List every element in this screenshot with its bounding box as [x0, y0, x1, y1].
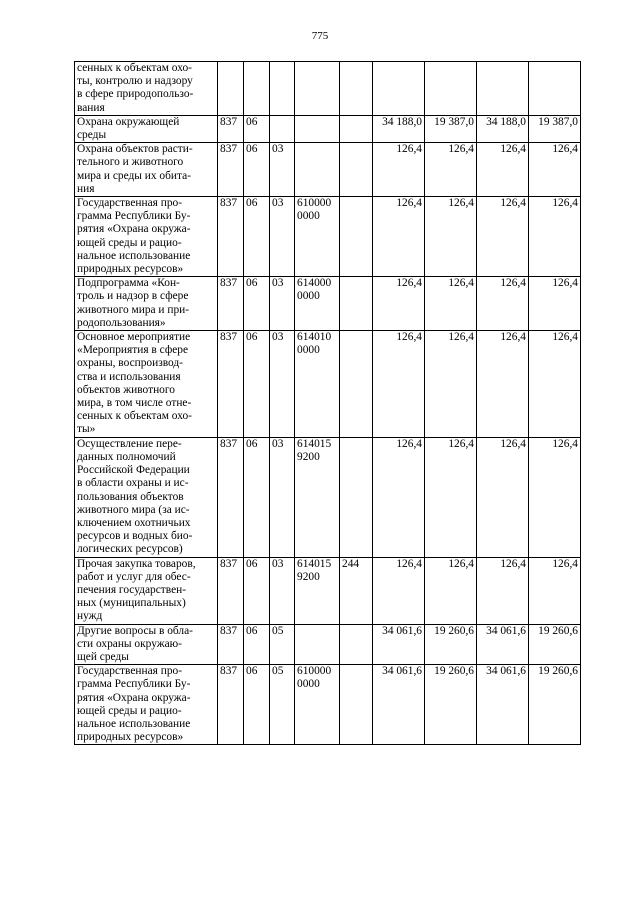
- table-row: [75, 62, 581, 116]
- target-article-code-cell: [295, 437, 340, 557]
- target-article-code-cell: [295, 665, 340, 745]
- expense-type-code-cell: [340, 331, 373, 438]
- amount-cell-2: 126,4: [425, 331, 477, 438]
- expense-type-code-cell: [340, 624, 373, 665]
- expense-type-code-cell: [340, 62, 373, 116]
- item-name-line: ресурсов и водных био-: [77, 530, 193, 543]
- amount-cell-3: 126,4: [477, 197, 529, 277]
- item-name-line: печения государствен-: [77, 583, 187, 596]
- amount-cell-4: [529, 62, 581, 116]
- amount-cell-1: 126,4: [373, 331, 425, 438]
- target-article-code-line: 614015: [297, 437, 332, 450]
- amount-cell-2: 19 387,0: [425, 115, 477, 142]
- expense-type-code-cell: [340, 197, 373, 277]
- item-name-cell: [75, 277, 218, 331]
- item-name-line: в области охраны и ис-: [77, 477, 189, 490]
- target-article-code-line: 614010: [297, 331, 332, 344]
- item-name-line: ты»: [77, 423, 96, 436]
- item-name-line: сти охраны окружаю-: [77, 637, 182, 650]
- item-name-line: грамма Республики Бу-: [77, 678, 191, 691]
- item-name-line: Другие вопросы в обла-: [77, 624, 193, 637]
- item-name-line: объектов животного: [77, 383, 175, 396]
- amount-cell-4: 19 260,6: [529, 665, 581, 745]
- grbs-code-cell: 837: [218, 331, 244, 438]
- item-name-line: родопользования»: [77, 316, 166, 329]
- amount-cell-1: 34 188,0: [373, 115, 425, 142]
- target-article-code-line: 610000: [297, 665, 332, 678]
- subsection-code-cell: 05: [270, 665, 295, 745]
- item-name-cell: [75, 624, 218, 665]
- item-name-line: рятия «Охрана окружа-: [77, 223, 191, 236]
- item-name-line: логических ресурсов): [77, 543, 183, 556]
- item-name-line: тельного и животного: [77, 156, 184, 169]
- section-code-cell: 06: [244, 665, 270, 745]
- item-name-line: щей среды: [77, 650, 129, 663]
- amount-cell-1: [373, 62, 425, 116]
- budget-table: [74, 61, 581, 745]
- amount-cell-4: 19 260,6: [529, 624, 581, 665]
- section-code-cell: 06: [244, 437, 270, 557]
- item-name-line: сенных к объектам охо-: [77, 62, 192, 74]
- amount-cell-3: 126,4: [477, 557, 529, 624]
- amount-cell-4: 126,4: [529, 277, 581, 331]
- amount-cell-2: 126,4: [425, 143, 477, 197]
- budget-table-body: [75, 62, 581, 745]
- section-code-cell: 06: [244, 331, 270, 438]
- item-name-line: в сфере природопользо-: [77, 88, 194, 101]
- item-name-line: природных ресурсов»: [77, 263, 184, 276]
- amount-cell-2: 126,4: [425, 437, 477, 557]
- expense-type-code-cell: [340, 115, 373, 142]
- amount-cell-3: 34 188,0: [477, 115, 529, 142]
- item-name-line: ства и использования: [77, 370, 181, 383]
- amount-cell-2: 19 260,6: [425, 624, 477, 665]
- amount-cell-4: 126,4: [529, 331, 581, 438]
- target-article-code-line: 0000: [297, 678, 320, 691]
- target-article-code-cell: [295, 62, 340, 116]
- subsection-code-cell: [270, 115, 295, 142]
- grbs-code-cell: 837: [218, 143, 244, 197]
- target-article-code-line: 610000: [297, 197, 332, 210]
- target-article-code-cell: [295, 624, 340, 665]
- item-name-line: ния: [77, 182, 95, 195]
- amount-cell-1: 126,4: [373, 437, 425, 557]
- item-name-line: вания: [77, 101, 105, 114]
- grbs-code-cell: 837: [218, 557, 244, 624]
- amount-cell-2: 126,4: [425, 557, 477, 624]
- target-article-code-cell: [295, 557, 340, 624]
- item-name-line: ты, контролю и надзору: [77, 75, 193, 88]
- section-code-cell: [244, 62, 270, 116]
- subsection-code-cell: 03: [270, 197, 295, 277]
- amount-cell-3: 126,4: [477, 143, 529, 197]
- table-row: [75, 197, 581, 277]
- item-name-line: Прочая закупка товаров,: [77, 557, 196, 570]
- amount-cell-1: 126,4: [373, 557, 425, 624]
- target-article-code-cell: [295, 277, 340, 331]
- table-row: [75, 437, 581, 557]
- target-article-code-line: 9200: [297, 570, 320, 583]
- item-name-line: животного мира (за ис-: [77, 503, 190, 516]
- amount-cell-2: 126,4: [425, 197, 477, 277]
- grbs-code-cell: 837: [218, 624, 244, 665]
- grbs-code-cell: 837: [218, 115, 244, 142]
- amount-cell-4: 126,4: [529, 197, 581, 277]
- amount-cell-1: 34 061,6: [373, 624, 425, 665]
- item-name-line: природных ресурсов»: [77, 731, 184, 744]
- item-name-line: охраны, воспроизвод-: [77, 357, 183, 370]
- expense-type-code-cell: 244: [340, 557, 373, 624]
- grbs-code-cell: 837: [218, 437, 244, 557]
- item-name-line: троль и надзор в сфере: [77, 290, 189, 303]
- item-name-line: ющей среды и рацио-: [77, 704, 182, 717]
- item-name-line: животного мира и при-: [77, 303, 190, 316]
- section-code-cell: 06: [244, 197, 270, 277]
- item-name-line: Основное мероприятие: [77, 331, 191, 344]
- item-name-cell: [75, 143, 218, 197]
- item-name-cell: [75, 665, 218, 745]
- item-name-line: ключением охотничьих: [77, 516, 191, 529]
- amount-cell-1: 126,4: [373, 143, 425, 197]
- amount-cell-3: [477, 62, 529, 116]
- subsection-code-cell: 03: [270, 437, 295, 557]
- expense-type-code-cell: [340, 665, 373, 745]
- amount-cell-1: 126,4: [373, 277, 425, 331]
- item-name-cell: [75, 197, 218, 277]
- item-name-cell: [75, 115, 218, 142]
- table-row: [75, 557, 581, 624]
- item-name-line: ных (муниципальных): [77, 597, 186, 610]
- section-code-cell: 06: [244, 624, 270, 665]
- item-name-line: данных полномочий: [77, 450, 176, 463]
- grbs-code-cell: 837: [218, 197, 244, 277]
- amount-cell-2: 19 260,6: [425, 665, 477, 745]
- grbs-code-cell: [218, 62, 244, 116]
- table-row: [75, 277, 581, 331]
- section-code-cell: 06: [244, 115, 270, 142]
- section-code-cell: 06: [244, 277, 270, 331]
- item-name-line: мира и среды их обита-: [77, 169, 191, 182]
- amount-cell-2: 126,4: [425, 277, 477, 331]
- item-name-line: Государственная про-: [77, 197, 183, 210]
- subsection-code-cell: 05: [270, 624, 295, 665]
- section-code-cell: 06: [244, 557, 270, 624]
- item-name-line: Осуществление пере-: [77, 437, 182, 450]
- amount-cell-3: 126,4: [477, 277, 529, 331]
- item-name-line: Российской Федерации: [77, 464, 190, 477]
- item-name-line: нальное использование: [77, 717, 191, 730]
- item-name-line: среды: [77, 129, 107, 142]
- amount-cell-2: [425, 62, 477, 116]
- target-article-code-line: 0000: [297, 210, 320, 223]
- table-row: [75, 143, 581, 197]
- table-row: [75, 331, 581, 438]
- item-name-line: «Мероприятия в сфере: [77, 344, 189, 357]
- item-name-line: нальное использование: [77, 249, 191, 262]
- subsection-code-cell: 03: [270, 277, 295, 331]
- amount-cell-3: 126,4: [477, 331, 529, 438]
- expense-type-code-cell: [340, 437, 373, 557]
- target-article-code-line: 9200: [297, 450, 320, 463]
- expense-type-code-cell: [340, 277, 373, 331]
- target-article-code-line: 0000: [297, 344, 320, 357]
- item-name-line: пользования объектов: [77, 490, 184, 503]
- amount-cell-1: 34 061,6: [373, 665, 425, 745]
- target-article-code-cell: [295, 115, 340, 142]
- item-name-line: сенных к объектам охо-: [77, 410, 192, 423]
- target-article-code-cell: [295, 143, 340, 197]
- subsection-code-cell: 03: [270, 331, 295, 438]
- grbs-code-cell: 837: [218, 277, 244, 331]
- expense-type-code-cell: [340, 143, 373, 197]
- item-name-line: Подпрограмма «Кон-: [77, 277, 180, 290]
- item-name-line: ющей среды и рацио-: [77, 236, 182, 249]
- table-row: [75, 624, 581, 665]
- item-name-line: Охрана окружающей: [77, 115, 180, 128]
- item-name-line: мира, в том числе отне-: [77, 397, 192, 410]
- target-article-code-line: 0000: [297, 290, 320, 303]
- amount-cell-4: 126,4: [529, 437, 581, 557]
- item-name-line: нужд: [77, 610, 103, 623]
- amount-cell-4: 126,4: [529, 557, 581, 624]
- grbs-code-cell: 837: [218, 665, 244, 745]
- item-name-line: рятия «Охрана окружа-: [77, 691, 191, 704]
- item-name-line: работ и услуг для обес-: [77, 570, 191, 583]
- amount-cell-3: 126,4: [477, 437, 529, 557]
- target-article-code-cell: [295, 331, 340, 438]
- page-number: 775: [311, 30, 329, 42]
- target-article-code-line: 614000: [297, 277, 332, 290]
- table-row: [75, 665, 581, 745]
- subsection-code-cell: 03: [270, 143, 295, 197]
- table-row: [75, 115, 581, 142]
- item-name-line: грамма Республики Бу-: [77, 210, 191, 223]
- item-name-line: Охрана объектов расти-: [77, 143, 193, 156]
- subsection-code-cell: 03: [270, 557, 295, 624]
- target-article-code-line: 614015: [297, 557, 332, 570]
- item-name-line: Государственная про-: [77, 665, 183, 678]
- item-name-cell: [75, 557, 218, 624]
- amount-cell-3: 34 061,6: [477, 665, 529, 745]
- item-name-cell: [75, 437, 218, 557]
- amount-cell-3: 34 061,6: [477, 624, 529, 665]
- item-name-cell: [75, 331, 218, 438]
- target-article-code-cell: [295, 197, 340, 277]
- subsection-code-cell: [270, 62, 295, 116]
- amount-cell-4: 126,4: [529, 143, 581, 197]
- amount-cell-4: 19 387,0: [529, 115, 581, 142]
- item-name-cell: [75, 62, 218, 116]
- amount-cell-1: 126,4: [373, 197, 425, 277]
- section-code-cell: 06: [244, 143, 270, 197]
